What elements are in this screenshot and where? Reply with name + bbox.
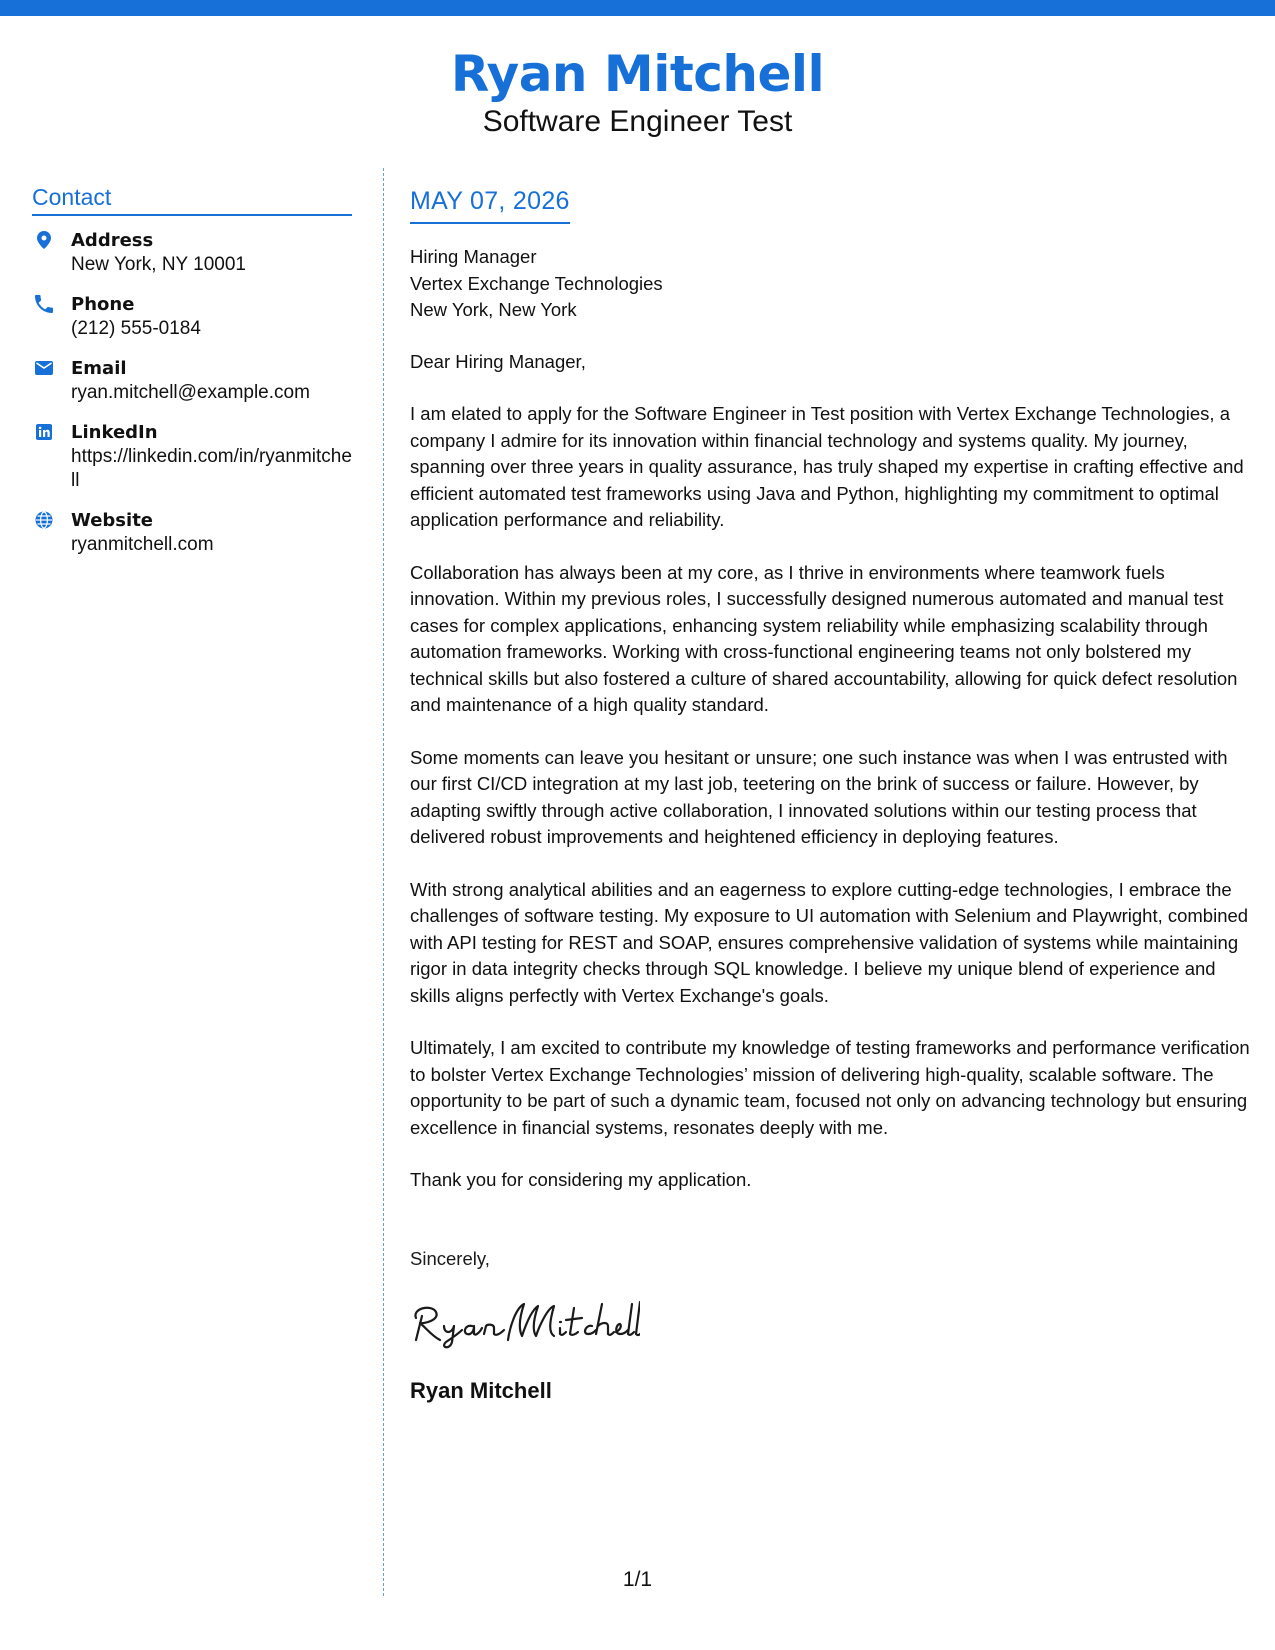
letter-paragraph: Ultimately, I am excited to contribute my knowledge of testing frameworks and performance verification to bolster Vertex Exchange Technologies’ mission of delivering high-quality, scalable software. The opportunity to be part of such a dynamic team, focused not only on advancing technology but ensuring excellence in financial systems, resonates deeply with me.: [410, 1037, 1250, 1138]
letter-paragraph: Some moments can leave you hesitant or unsure; one such instance was when I was entrusted with our first CI/CD integration at my last job, teetering on the brink of success or failure. However, by adapting swiftly through active collaboration, I innovated solutions within our testing process that delivered robust improvements and heightened efficiency in deploying features.: [410, 746, 1228, 847]
location-pin-icon: [35, 231, 53, 249]
signed-name: Ryan Mitchell: [410, 1378, 552, 1403]
contact-heading: Contact: [32, 182, 352, 216]
contact-item-address: [32, 228, 352, 277]
website-label: Website: [71, 510, 154, 531]
page-header: [0, 44, 1275, 140]
job-title: Software Engineer Test: [482, 105, 793, 138]
letter-paragraph: With strong analytical abilities and an eagerness to explore cutting-edge technologies, I embrace the challenges of software testing. My exposure to UI automation with Selenium and Playwright, combined with API testing for REST and SOAP, ensures comprehensive validation of systems while maintaining rigor in data integrity checks through SQL knowledge. I believe my unique blend of experience and skills aligns perfectly with Vertex Exchange's goals.: [410, 878, 1249, 1006]
website-value[interactable]: ryanmitchell.com: [71, 534, 214, 555]
date-block: [410, 184, 570, 224]
address-value: New York, NY 10001: [71, 254, 246, 275]
envelope-icon: [35, 359, 53, 377]
contact-sidebar: [32, 182, 352, 572]
recipient-line: Hiring Manager: [410, 246, 537, 267]
email-label: Email: [71, 358, 127, 379]
contact-item-phone: [32, 292, 352, 341]
letter-paragraph: Thank you for considering my application.: [410, 1169, 752, 1190]
contact-item-website: [32, 508, 352, 557]
phone-icon: [35, 295, 53, 313]
globe-icon: [35, 511, 53, 529]
recipient-line: Vertex Exchange Technologies: [410, 272, 663, 294]
linkedin-value[interactable]: https://linkedin.com/in/ryanmitchell: [71, 446, 352, 491]
top-accent-bar: [0, 0, 1275, 16]
page-number: 1/1: [622, 1568, 653, 1591]
address-label: Address: [71, 230, 154, 251]
letter-paragraph: Collaboration has always been at my core, as I thrive in environments where teamwork fuels innovation. Within my previous roles, I successfully designed numerous automated and manual test cases for complex applications, enhancing system reliability while emphasizing scalability through automation frameworks. Working with cross-functional engineering teams not only bolstered my technical skills but also fostered a culture of shared accountability, allowing for quick defect resolution and maintenance of a high quality standard.: [410, 561, 1238, 715]
phone-value: (212) 555-0184: [71, 318, 201, 339]
handwritten-signature: [410, 1296, 1250, 1356]
recipient-line: New York, New York: [410, 299, 577, 320]
candidate-name: Ryan Mitchell: [450, 45, 825, 103]
contact-list: [32, 228, 352, 557]
linkedin-label: LinkedIn: [71, 422, 158, 443]
column-divider: [383, 168, 384, 1596]
recipient-block: [410, 244, 1250, 324]
phone-label: Phone: [71, 294, 135, 315]
contact-item-email: [32, 356, 352, 405]
salutation: Dear Hiring Manager,: [410, 350, 586, 372]
linkedin-icon: [35, 423, 53, 441]
contact-item-linkedin: [32, 420, 352, 493]
letter-body: [410, 184, 1250, 1406]
closing: Sincerely,: [410, 1247, 490, 1269]
letter-paragraph: I am elated to apply for the Software Engineer in Test position with Vertex Exchange Technologies, a company I admire for its innovation within financial technology and systems quality. My journey, spanning over three years in quality assurance, has truly shaped my expertise in crafting effective and efficient automated test frameworks using Java and Python, highlighting my commitment to optimal application performance and reliability.: [410, 403, 1244, 530]
email-value: ryan.mitchell@example.com: [71, 382, 310, 403]
letter-date: MAY 07, 2026: [410, 187, 570, 215]
